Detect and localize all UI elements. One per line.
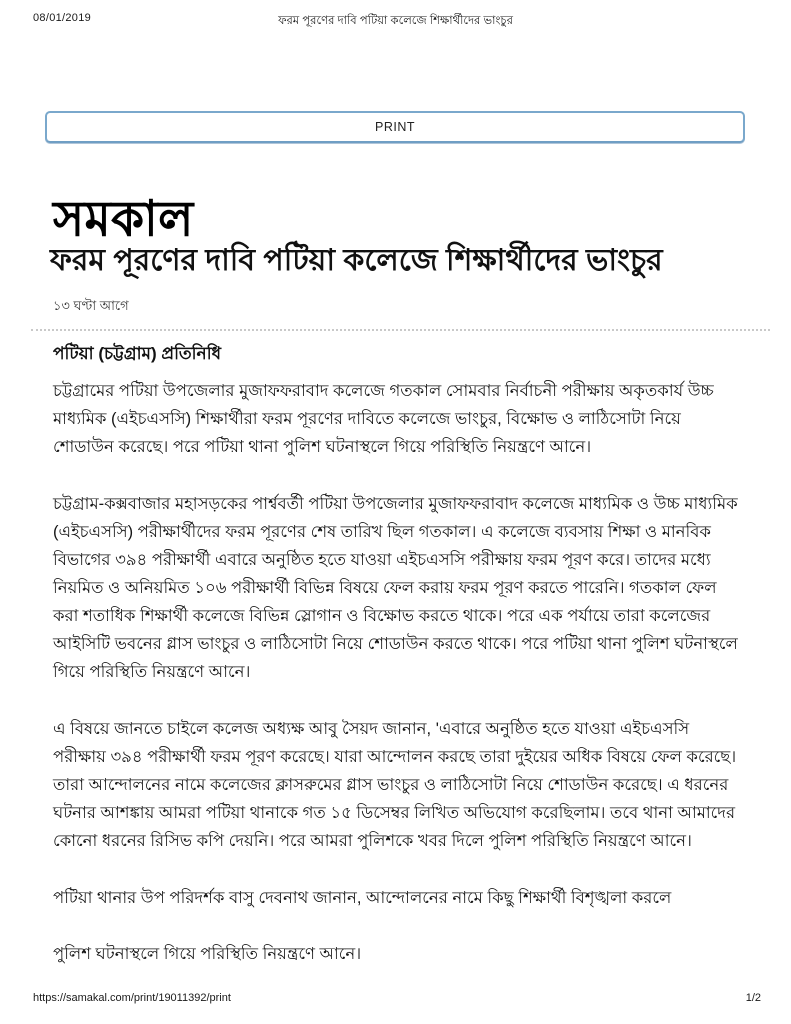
dotted-separator bbox=[31, 329, 770, 331]
article-headline: ফরম পূরণের দাবি পটিয়া কলেজে শিক্ষার্থীদের ভাংচুর bbox=[50, 244, 663, 277]
article-paragraph: পুলিশ ঘটনাস্থলে গিয়ে পরিস্থিতি নিয়ন্ত্রণে আনে। bbox=[53, 945, 362, 963]
article-paragraph: এ বিষয়ে জানতে চাইলে কলেজ অধ্যক্ষ আবু সৈয়দ জানান, 'এবারে অনুষ্ঠিত হতে যাওয়া এইচএসসি পরীক্ষায় ৩৯৪ পরীক্ষার্থী ফরম পূরণ করেছে। যারা আন্দোলন করছে তারা দুইয়ের অধিক বিষয়ে ফেল করেছে। তারা আন্দোলনের নামে কলেজের ক্লাসরুমের গ্লাস ভাংচুর ও লাঠিসোটা নিয়ে শোডাউন করেছে। এ ধরনের ঘটনার আশঙ্কায় আমরা পটিয়া থানাকে গত ১৫ ডিসেম্বর লিখিত অভিযোগ করেছিলাম। তবে থানা আমাদের কোনো ধরনের রিসিভ কপি দেয়নি। পরে আমরা পুলিশকে খবর দিলে পুলিশ পরিস্থিতি নিয়ন্ত্রণে আনে। bbox=[53, 720, 737, 850]
print-page-header bbox=[0, 12, 791, 28]
source-url: https://samakal.com/print/19011392/print bbox=[33, 992, 231, 1004]
samakal-logo: সমকাল bbox=[53, 190, 194, 247]
print-page-footer bbox=[0, 992, 791, 1006]
article-paragraph: চট্টগ্রাম-কক্সবাজার মহাসড়কের পার্শ্ববর্তী পটিয়া উপজেলার মুজাফফরাবাদ কলেজে মাধ্যমিক ও উচ্চ মাধ্যমিক (এইচএসসি) পরীক্ষার্থীদের ফরম পূরণের শেষ তারিখ ছিল গতকাল। এ কলেজে ব্যবসায় শিক্ষা ও মানবিক বিভাগের ৩৯৪ পরীক্ষার্থী এবারে অনুষ্ঠিত হতে যাওয়া এইচএসসি পরীক্ষায় ফরম পূরণ করে। তাদের মধ্যে নিয়মিত ও অনিয়মিত ১০৬ পরীক্ষার্থী বিভিন্ন বিষয়ে ফেল করায় ফরম পূরণ করতে পারেনি। গতকাল ফেল করা শতাধিক শিক্ষার্থী কলেজে বিভিন্ন স্লোগান ও বিক্ষোভ করতে থাকে। পরে এক পর্যায়ে তারা কলেজের আইসিটি ভবনের গ্লাস ভাংচুর ও লাঠিসোটা নিয়ে শোডাউন করতে থাকে। পরে পটিয়া থানা পুলিশ ঘটনাস্থলে গিয়ে পরিস্থিতি নিয়ন্ত্রণে আনে। bbox=[53, 495, 738, 681]
page-number-indicator: 1/2 bbox=[745, 992, 761, 1004]
article-paragraph: চট্টগ্রামের পটিয়া উপজেলার মুজাফফরাবাদ কলেজে গতকাল সোমবার নির্বাচনী পরীক্ষায় অকৃতকার্য উচ্চ মাধ্যমিক (এইচএসসি) শিক্ষার্থীরা ফরম পূরণের দাবিতে কলেজে ভাংচুর, বিক্ষোভ ও লাঠিসোটা নিয়ে শোডাউন করেছে। পরে পটিয়া থানা পুলিশ ঘটনাস্থলে গিয়ে পরিস্থিতি নিয়ন্ত্রণে আনে। bbox=[53, 382, 714, 456]
article-body bbox=[53, 377, 745, 968]
article-byline: পটিয়া (চট্টগ্রাম) প্রতিনিধি bbox=[53, 344, 222, 363]
print-date: 08/01/2019 bbox=[33, 12, 92, 24]
article-timestamp: ১৩ ঘণ্টা আগে bbox=[53, 298, 129, 313]
article-paragraph: পটিয়া থানার উপ পরিদর্শক বাসু দেবনাথ জানান, আন্দোলনের নামে কিছু শিক্ষার্থী বিশৃঙ্খলা করলে bbox=[53, 889, 672, 907]
print-button[interactable]: PRINT bbox=[45, 111, 745, 143]
print-document-title: ফরম পূরণের দাবি পটিয়া কলেজে শিক্ষার্থীদের ভাংচুর bbox=[278, 15, 513, 27]
